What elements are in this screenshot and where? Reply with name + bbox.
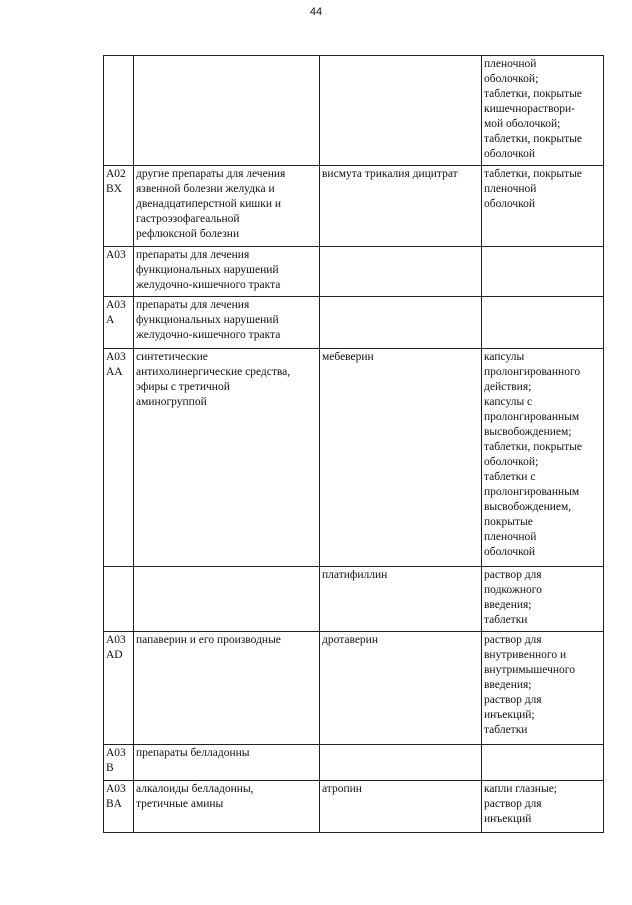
dosage-form-cell: таблетки, покрытые пленочной оболочкой — [482, 166, 604, 247]
drug-name-cell: атропин — [320, 781, 482, 833]
dosage-form-cell — [482, 247, 604, 297]
table-row — [104, 166, 604, 247]
dosage-form-cell: капсулы пролонгированного действия; капсулы с пролонгированным высвобождением; таблетки, покрытые оболочкой; таблетки с пролонгированным высвобождением, покрытые пленочной оболочкой — [482, 349, 604, 567]
atc-code-cell: A02 BX — [104, 166, 134, 247]
table-row — [104, 56, 604, 166]
pharm-group-cell: синтетические антихолинергические средства, эфиры с третичной аминогруппой — [134, 349, 320, 567]
pharm-group-cell: препараты белладонны — [134, 745, 320, 781]
table-row — [104, 745, 604, 781]
drug-name-cell — [320, 56, 482, 166]
table-row — [104, 297, 604, 349]
dosage-form-cell: раствор для подкожного введения; таблетки — [482, 567, 604, 632]
drug-name-cell: висмута трикалия дицитрат — [320, 166, 482, 247]
table-row — [104, 781, 604, 833]
drug-name-cell — [320, 247, 482, 297]
table-row — [104, 349, 604, 567]
atc-code-cell — [104, 567, 134, 632]
drug-name-cell — [320, 297, 482, 349]
dosage-form-cell: раствор для внутривенного и внутримышечного введения; раствор для инъекций; таблетки — [482, 632, 604, 745]
dosage-form-cell — [482, 745, 604, 781]
pharm-group-cell: препараты для лечения функциональных нарушений желудочно-кишечного тракта — [134, 247, 320, 297]
pharm-group-cell: алкалоиды белладонны, третичные амины — [134, 781, 320, 833]
atc-code-cell — [104, 56, 134, 166]
pharm-group-cell — [134, 567, 320, 632]
pharm-group-cell: папаверин и его производные — [134, 632, 320, 745]
medications-table — [103, 55, 604, 833]
drug-name-cell — [320, 745, 482, 781]
pharm-group-cell: другие препараты для лечения язвенной болезни желудка и двенадцатиперстной кишки и гастроэзофагеальной рефлюксной болезни — [134, 166, 320, 247]
drug-name-cell: мебеверин — [320, 349, 482, 567]
pharm-group-cell — [134, 56, 320, 166]
dosage-form-cell — [482, 297, 604, 349]
atc-code-cell: A03 BA — [104, 781, 134, 833]
drug-name-cell: дротаверин — [320, 632, 482, 745]
drug-name-cell: платифиллин — [320, 567, 482, 632]
dosage-form-cell: пленочной оболочкой; таблетки, покрытые кишечнораствори- мой оболочкой; таблетки, покрытые оболочкой — [482, 56, 604, 166]
atc-code-cell: A03 B — [104, 745, 134, 781]
atc-code-cell: A03 AD — [104, 632, 134, 745]
atc-code-cell: A03 A — [104, 297, 134, 349]
atc-code-cell: A03 — [104, 247, 134, 297]
table-row — [104, 567, 604, 632]
table-row — [104, 632, 604, 745]
pharm-group-cell: препараты для лечения функциональных нарушений желудочно-кишечного тракта — [134, 297, 320, 349]
page-number: 44 — [309, 6, 323, 18]
atc-code-cell: A03 AA — [104, 349, 134, 567]
dosage-form-cell: капли глазные; раствор для инъекций — [482, 781, 604, 833]
table-row — [104, 247, 604, 297]
